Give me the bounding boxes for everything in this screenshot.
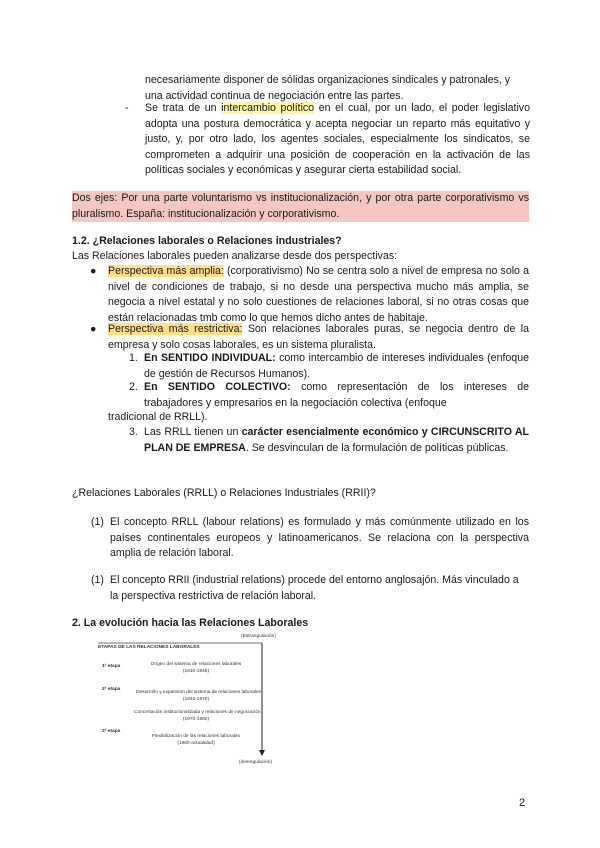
- numbered-item-2: [144, 380, 529, 411]
- bullet-dot: ●: [90, 265, 97, 277]
- numbered-item-1-bold: En SENTIDO INDIVIDUAL:: [144, 352, 276, 364]
- stage-3-sub: (1980-actualidad): [177, 741, 215, 746]
- stage-2b-sub: (1970-1980): [182, 717, 210, 722]
- continuation-line: una actividad continua de negociación entre las partes.: [145, 89, 404, 102]
- num-3: 3.: [129, 426, 138, 438]
- continuation-text: [145, 73, 530, 104]
- numbered-item-2-tail: tradicional de RRLL).: [108, 411, 208, 423]
- num-1: 1.: [129, 352, 138, 364]
- section2-heading: 2. La evolución hacia las Relaciones Laborales: [72, 617, 309, 629]
- numbered-item-2-bold: En SENTIDO COLECTIVO:: [144, 381, 291, 393]
- bullet-dot: ●: [90, 323, 97, 335]
- numbered-item-1-text: como intercambio de intereses individuales (enfoque de gestión de Recursos Humanos).: [144, 352, 529, 380]
- stages-diagram: [96, 634, 296, 776]
- bullet-broad-text: (corporativismo) No se centra solo a nivel de empresa no solo a nivel de condiciones de trabajo, si no desde una perspectiva mucho más amplia, se negocia a nivel estatal y no solo cuestiones de relaciones laboral, si no otras cosas que están relacionadas tmb como lo que hemos dicho antes de habitaje.: [108, 265, 529, 324]
- stage-2-label: 2ª etapa: [102, 687, 121, 692]
- bullet-broad: [108, 264, 529, 326]
- dash-bullet-marker: -: [125, 102, 129, 114]
- section-heading: 1.2. ¿Relaciones laborales o Relaciones industriales?: [72, 235, 342, 247]
- bullet2-highlight: intercambio político: [221, 102, 315, 114]
- item-rrii: El concepto RRII (industrial relations) procede del entorno anglosajón. Más vinculado a la perspectiva restrictiva de relación laboral.: [110, 574, 519, 602]
- stage-3-text: Flexibilización de las relaciones laborales: [152, 734, 240, 739]
- dash-bullet-text: [145, 101, 530, 179]
- continuation-line: necesariamente disponer de sólidas organizaciones sindicales y patronales, y: [145, 74, 511, 86]
- diagram-bottom-label: (desregulación): [239, 760, 273, 765]
- diagram-top-label: (Estrangulación): [241, 634, 276, 639]
- bullet2-pre: Se trata de un: [145, 102, 222, 114]
- stage-1-text: Origen del sistema de relaciones laborales: [150, 662, 242, 667]
- numbered-item-2-text: como representación de los intereses de trabajadores y empresarios en la negociación colectiva (enfoque: [144, 381, 529, 409]
- stage-1-label: 1ª etapa: [102, 664, 121, 669]
- numbered-item-3-bold: carácter esencialmente económico y CIRCUNSCRITO AL PLAN DE EMPRESA: [144, 426, 529, 454]
- stage-1-sub: (1910-1945): [182, 669, 210, 674]
- stage-2-sub: (1945-1970): [182, 697, 210, 702]
- stage-3-label: 3ª etapa: [102, 729, 121, 734]
- bullet-restrictive-text: Son relaciones laborales puras, se negocia dentro de la empresa y solo cosas laborales, es un sistema pluralista.: [108, 323, 529, 351]
- stage-2-text: Desarrollo y expansión del sistema de relaciones laborales: [136, 690, 262, 695]
- bullet2-post: en el cual, por un lado, el poder legislativo adopta una postura democrática y acepta negociar un reparto más equitativo y justo, y, por otro lado, los agentes sociales, especialmente los sindicatos, se comprometen a adquirir una posición de cooperación en la activación de las políticas sociales y económicas y asegurar cierta estabilidad social.: [145, 102, 530, 176]
- numbered-item-3-post: . Se desvinculan de la formulación de políticas públicas.: [245, 441, 509, 454]
- diagram-lines: [96, 634, 296, 776]
- pink-note: Dos ejes: Por una parte voluntarismo vs institucionalización, y por otra parte corporativismo vs pluralismo. España: institucionalización y corporativismo.: [72, 191, 529, 222]
- rrll-rrii-question: ¿Relaciones Laborales (RRLL) o Relaciones Industriales (RRII)?: [72, 487, 376, 499]
- item-number: (1): [91, 516, 104, 528]
- num-2: 2.: [129, 381, 138, 393]
- item-rrll: El concepto RRLL (labour relations) es formulado y más comúnmente utilizado en los países continentales europeos y latinoamericanos. Se relaciona con la perspectiva amplia de relación laboral.: [110, 516, 529, 559]
- bullet-restrictive: [108, 322, 529, 353]
- section-intro: Las Relaciones laborales pueden analizarse desde dos perspectivas:: [72, 250, 398, 262]
- numbered-item-1: [144, 351, 529, 382]
- arrow-head-icon: [259, 750, 265, 756]
- bullet-broad-highlight: Perspectiva más amplia:: [108, 265, 224, 277]
- diagram-title: ETAPAS DE LAS RELACIONES LABORALES: [98, 645, 200, 650]
- page-number: 2: [519, 797, 526, 809]
- item-number: (1): [91, 574, 104, 586]
- stage-2b-text: Concertación institucionalizada y relaciones de negociación: [134, 710, 261, 715]
- numbered-item-3: [144, 425, 529, 456]
- bullet-restrictive-highlight: Perspectiva más restrictiva:: [108, 323, 243, 335]
- numbered-item-3-pre: Las RRLL tienen un: [144, 426, 242, 438]
